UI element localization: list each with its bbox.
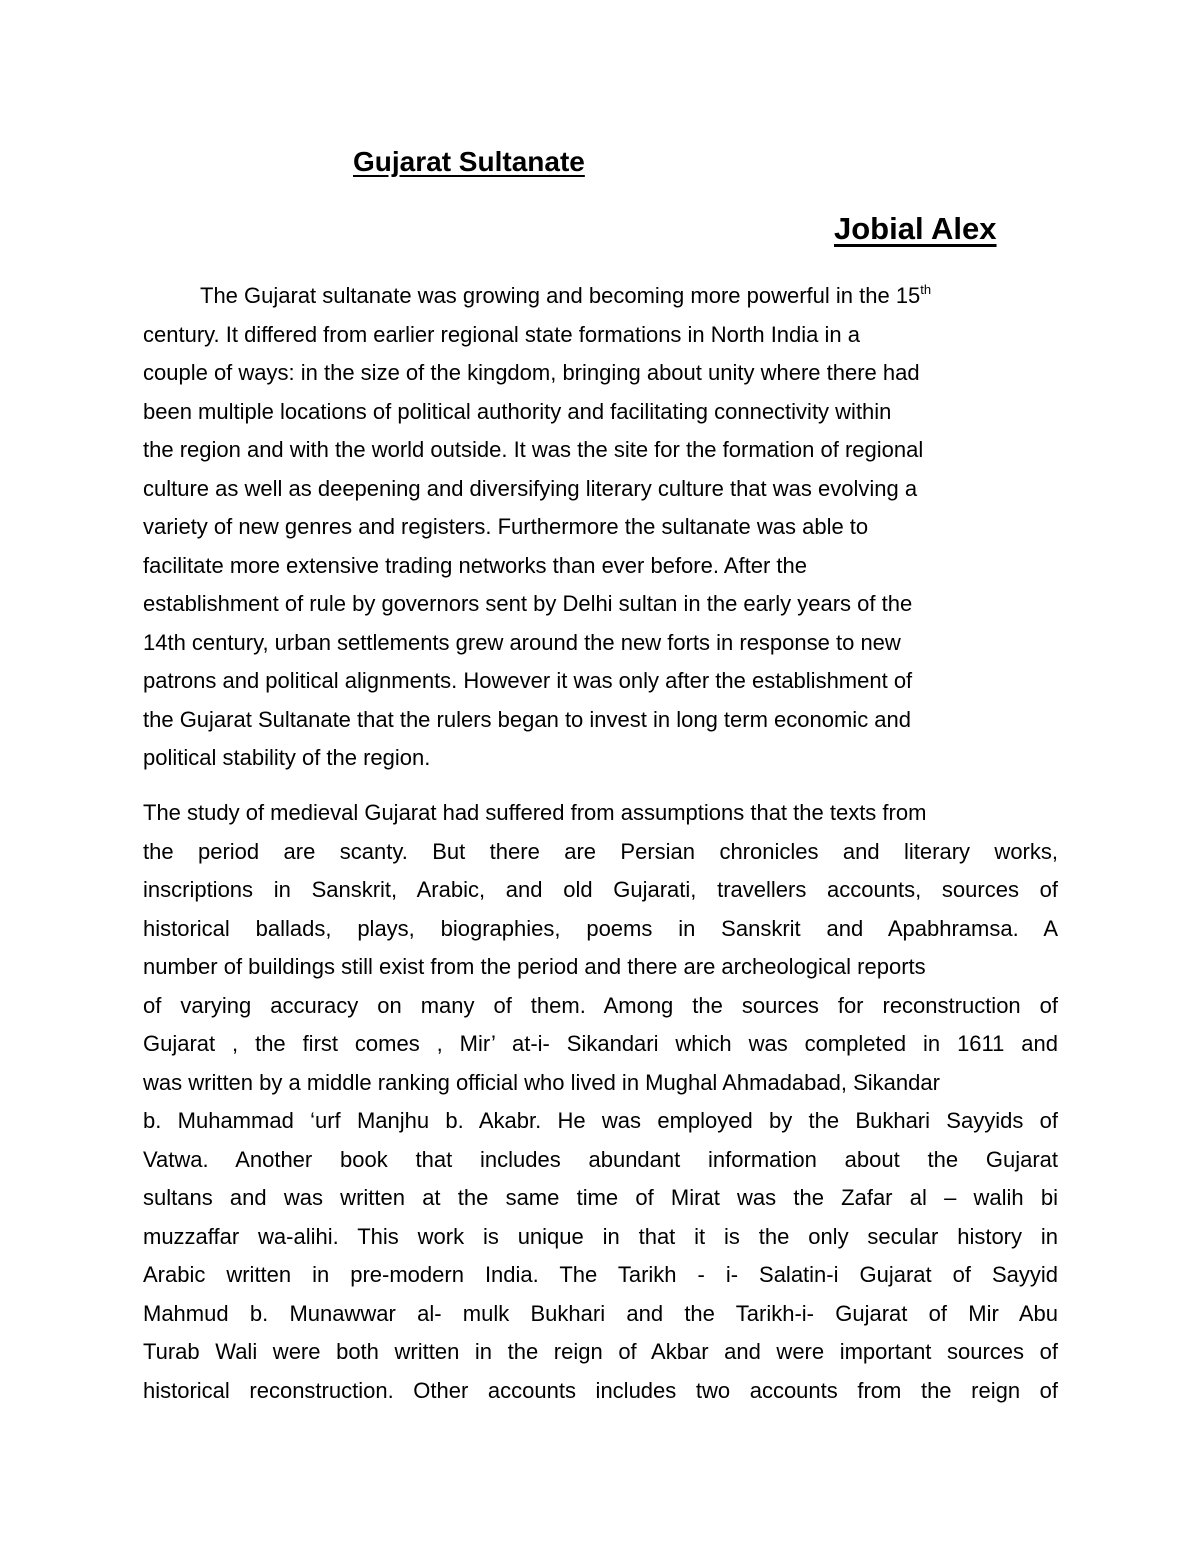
paragraph-line: 14th century, urban settlements grew around the new forts in response to new <box>143 629 901 655</box>
paragraph-line: The study of medieval Gujarat had suffered from assumptions that the texts from <box>143 800 927 825</box>
paragraph-line: sultans and was written at the same time of Mirat was the Zafar al – walih bi <box>143 1185 1058 1210</box>
paragraph-line: facilitate more extensive trading networks than ever before. After the <box>143 552 808 578</box>
paragraph-line: been multiple locations of political authority and facilitating connectivity within <box>143 398 892 424</box>
paragraph-line: of varying accuracy on many of them. Among the sources for reconstruction of <box>143 992 1058 1018</box>
paragraph-line: culture as well as deepening and diversifying literary culture that was evolving a <box>143 475 918 501</box>
paragraph-sources <box>143 794 1058 1410</box>
paragraph-line: Turab Wali were both written in the reign of Akbar and were important sources of <box>143 1339 1058 1364</box>
document-title: Gujarat Sultanate <box>353 146 585 177</box>
paragraph-line: Vatwa. Another book that includes abundant information about the Gujarat <box>143 1146 1058 1172</box>
paragraph-line: Arabic written in pre-modern India. The Tarikh - i- Salatin-i Gujarat of Sayyid <box>143 1262 1058 1287</box>
paragraph-line: patrons and political alignments. However it was only after the establishment of <box>143 668 913 693</box>
paragraph-line: the period are scanty. But there are Persian chronicles and literary works, <box>143 838 1058 864</box>
paragraph-line: political stability of the region. <box>143 745 431 770</box>
paragraph-line: historical ballads, plays, biographies, poems in Sanskrit and Apabhramsa. A <box>143 915 1058 941</box>
paragraph-line: Mahmud b. Munawwar al- mulk Bukhari and the Tarikh-i- Gujarat of Mir Abu <box>143 1300 1058 1326</box>
paragraph-line: century. It differed from earlier regional state formations in North India in a <box>143 321 860 347</box>
paragraph-line: historical reconstruction. Other accounts includes two accounts from the reign of <box>143 1377 1058 1403</box>
paragraph-line: b. Muhammad ‘urf Manjhu b. Akabr. He was employed by the Bukhari Sayyids of <box>143 1108 1058 1133</box>
author-name: Jobial Alex <box>834 211 997 246</box>
paragraph-line: couple of ways: in the size of the kingdom, bringing about unity where there had <box>143 360 920 385</box>
paragraph-line: the region and with the world outside. It was the site for the formation of regional <box>143 437 924 462</box>
paragraph-line: establishment of rule by governors sent by Delhi sultan in the early years of the <box>143 591 913 616</box>
paragraph-line: inscriptions in Sanskrit, Arabic, and old Gujarati, travellers accounts, sources of <box>143 877 1058 902</box>
paragraph-line: the Gujarat Sultanate that the rulers began to invest in long term economic and <box>143 706 912 732</box>
paragraph-line: number of buildings still exist from the period and there are archeological reports <box>143 954 926 979</box>
paragraph-intro <box>143 277 1063 778</box>
line-text: The Gujarat sultanate was growing and becoming more powerful in the 15 <box>200 283 921 308</box>
paragraph-line: was written by a middle ranking official who lived in Mughal Ahmadabad, Sikandar <box>143 1069 940 1095</box>
paragraph-line: muzzaffar wa-alihi. This work is unique in that it is the only secular history in <box>143 1223 1058 1249</box>
paragraph-line: Gujarat , the first comes , Mir’ at-i- Sikandari which was completed in 1611 and <box>143 1031 1058 1056</box>
ordinal-superscript: th <box>920 282 932 297</box>
paragraph-line <box>143 277 1063 316</box>
paragraph-line: variety of new genres and registers. Furthermore the sultanate was able to <box>143 514 869 539</box>
